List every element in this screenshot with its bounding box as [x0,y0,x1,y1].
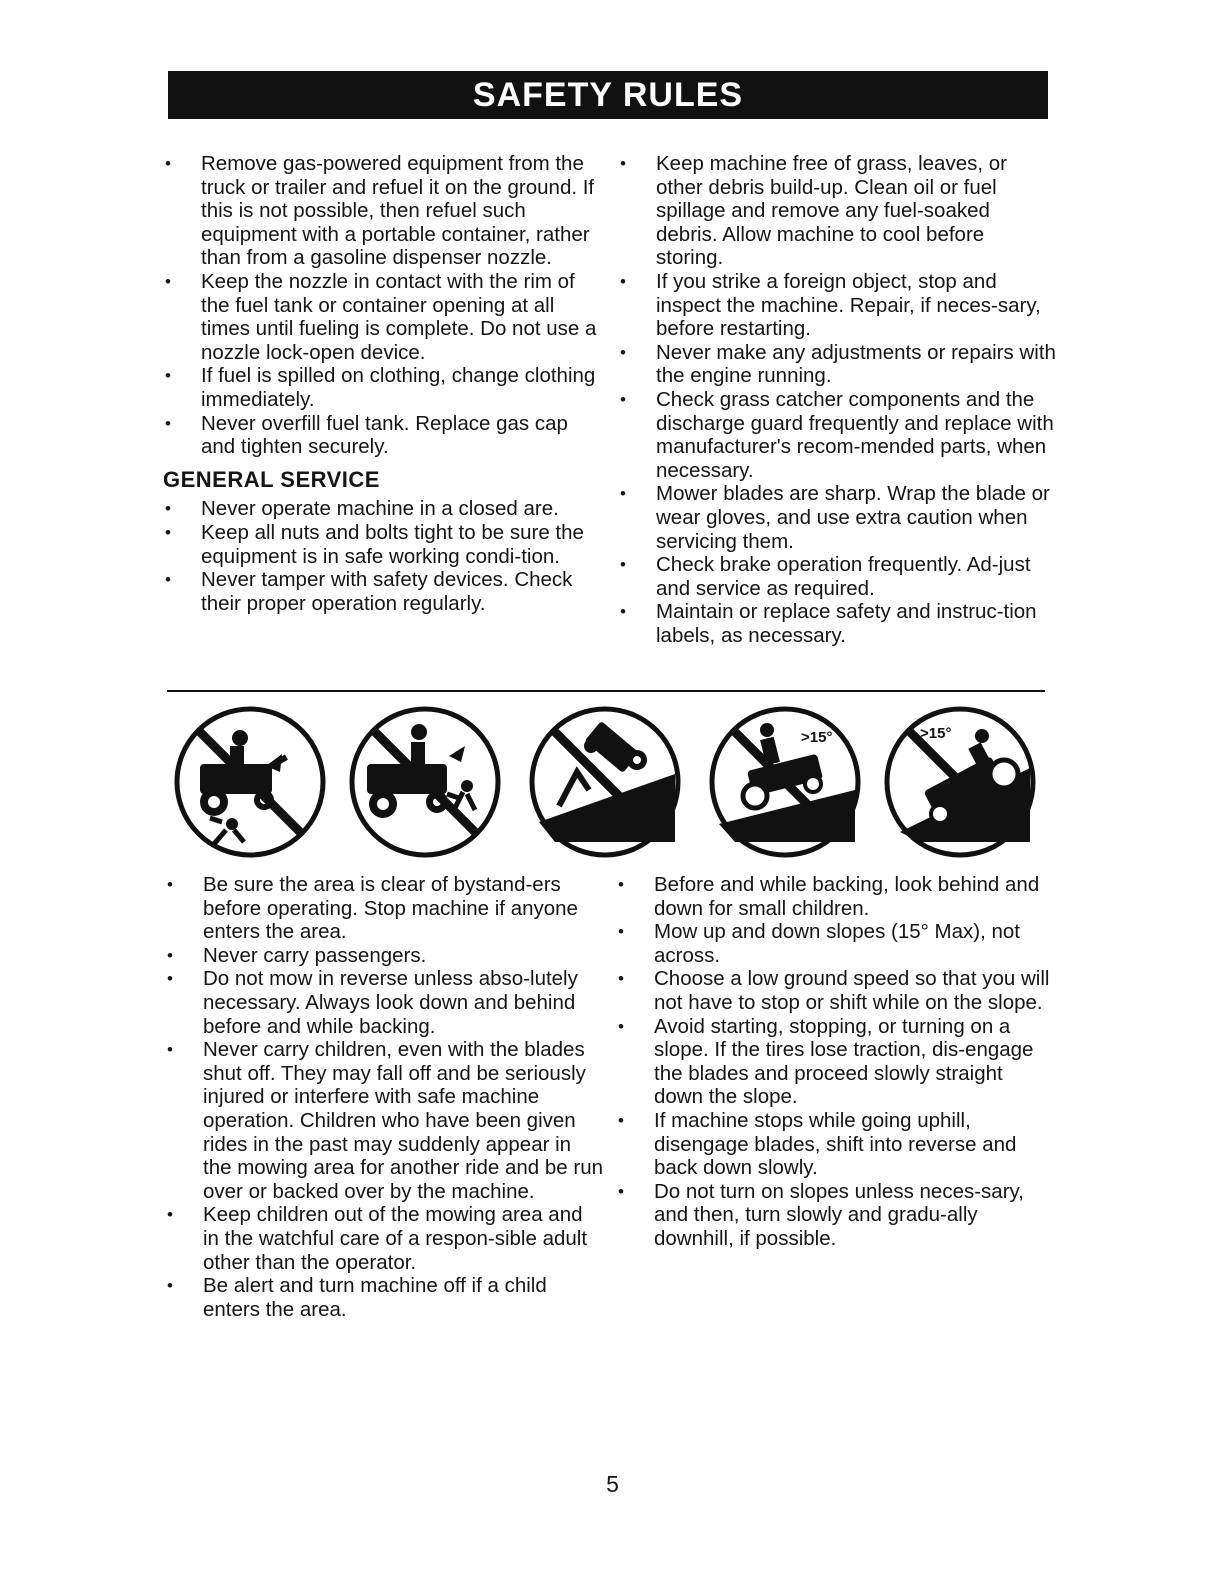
no-steep-slope-side-icon [880,702,1040,862]
no-steep-slope-icon [705,702,865,862]
list-item: • Keep all nuts and bolts tight to be sure the equipment is in safe working condi-tion. [161,521,601,568]
operation-rules-list [163,873,603,1321]
safety-pictograms [170,702,1040,862]
list-item: • Never carry passengers. [163,944,603,968]
page-title: SAFETY RULES [472,75,744,114]
list-item: • Maintain or replace safety and instruc-tion labels, as necessary. [616,600,1056,647]
list-item: • Before and while backing, look behind and down for small children. [614,873,1054,920]
service-rules-list [161,497,601,615]
list-item: • Keep children out of the mowing area and in the watchful care of a respon-sible adult other than the operator. [163,1203,603,1274]
list-item: • Do not mow in reverse unless abso-lutely necessary. Always look down and behind before and while backing. [163,967,603,1038]
general-service-heading: GENERAL SERVICE [163,466,380,492]
list-item: • Remove gas-powered equipment from the truck or trailer and refuel it on the ground. If this is not possible, then refuel such equipment with a portable container, rather than from a gasoline dispenser nozzle. [161,152,601,270]
no-tipping-slope-icon [525,702,685,862]
no-passengers-icon [345,702,505,862]
list-item: • If you strike a foreign object, stop and inspect the machine. Repair, if neces-sary, before restarting. [616,270,1056,341]
list-item: • Keep machine free of grass, leaves, or other debris build-up. Clean oil or fuel spillage and remove any fuel-soaked debris. Allow machine to cool before storing. [616,152,1056,270]
list-item: • Check grass catcher components and the discharge guard frequently and replace with manufacturer's recom-mended parts, when necessary. [616,388,1056,482]
list-item: • If machine stops while going uphill, disengage blades, shift into reverse and back down slowly. [614,1109,1054,1180]
list-item: • Be sure the area is clear of bystand-ers before operating. Stop machine if anyone enters the area. [163,873,603,944]
list-item: • Never tamper with safety devices. Check their proper operation regularly. [161,568,601,615]
maintenance-rules-list [616,152,1056,647]
slope-angle-label: >15° [920,725,952,742]
list-item: • Choose a low ground speed so that you will not have to stop or shift while on the slope. [614,967,1054,1014]
list-item: • Mower blades are sharp. Wrap the blade or wear gloves, and use extra caution when servicing them. [616,482,1056,553]
list-item: • Never make any adjustments or repairs with the engine running. [616,341,1056,388]
no-reverse-mowing-child-icon [170,702,330,862]
list-item: • Mow up and down slopes (15° Max), not across. [614,920,1054,967]
list-item: • Be alert and turn machine off if a child enters the area. [163,1274,603,1321]
top-right-column [616,152,1056,647]
list-item: • Avoid starting, stopping, or turning on a slope. If the tires lose traction, dis-engage the blades and proceed slowly straight down the slope. [614,1015,1054,1109]
list-item: • Never operate machine in a closed are. [161,497,601,521]
fuel-rules-list [161,152,601,459]
slope-angle-label: >15° [801,729,833,746]
list-item: • Never carry children, even with the blades shut off. They may fall off and be seriously injured or interfere with safe machine operation. Children who have been given rides in the past may suddenly appear in the mowing area for another ride and be run over or backed over by the machine. [163,1038,603,1203]
list-item: • Never overfill fuel tank. Replace gas cap and tighten securely. [161,412,601,459]
bottom-right-column [614,873,1054,1251]
page-number: 5 [606,1471,619,1497]
list-item: • If fuel is spilled on clothing, change clothing immediately. [161,364,601,411]
section-divider [167,690,1045,692]
list-item: • Do not turn on slopes unless neces-sary, and then, turn slowly and gradu-ally downhill, if possible. [614,1180,1054,1251]
safety-rules-header [168,71,1048,119]
list-item: • Keep the nozzle in contact with the rim of the fuel tank or container opening at all times until fueling is complete. Do not use a nozzle lock-open device. [161,270,601,364]
bottom-left-column [163,873,603,1321]
slope-rules-list [614,873,1054,1251]
top-left-column [161,152,601,615]
list-item: • Check brake operation frequently. Ad-just and service as required. [616,553,1056,600]
